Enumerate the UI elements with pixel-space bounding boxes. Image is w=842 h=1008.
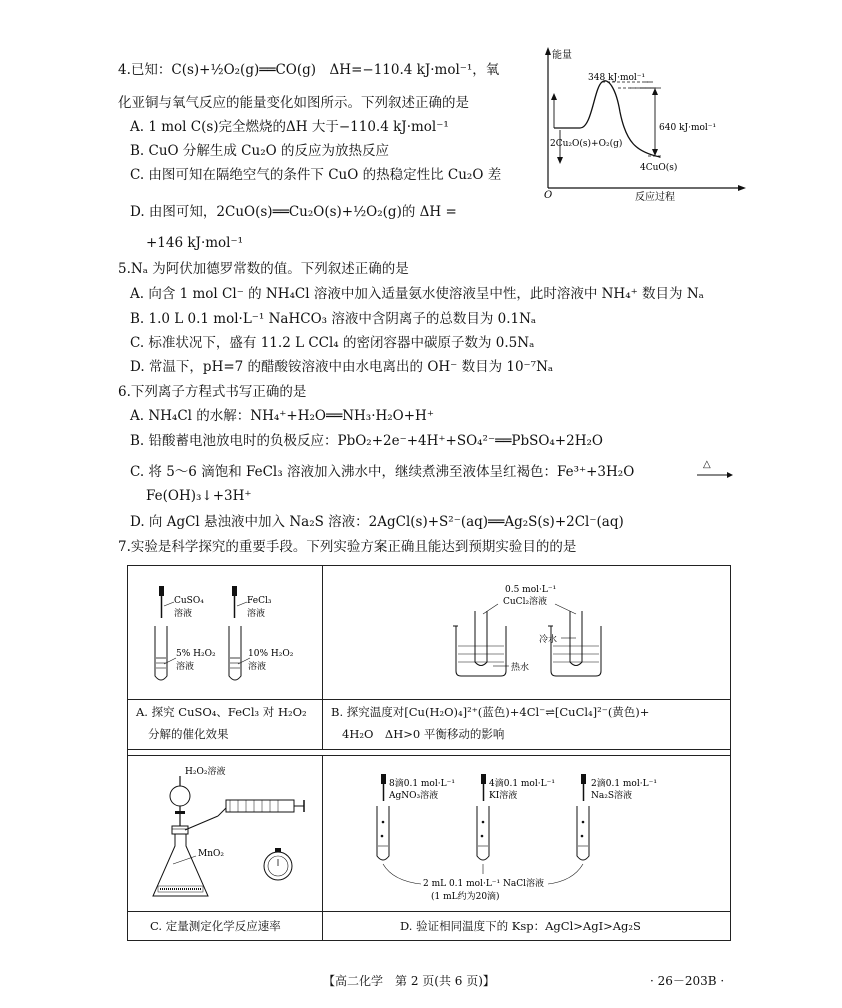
agno3-solution-label: AgNO₃溶液 bbox=[389, 791, 439, 801]
cuso4-solution-label: 溶液 bbox=[174, 609, 193, 619]
q4-stem-line1: 4.已知：C(s)+½O₂(g)══CO(g) ΔH=−110.4 kJ·mol⁻¹，氧 bbox=[118, 62, 500, 78]
cell-b-caption-line1: B. 探究温度对[Cu(H₂O)₄]²⁺(蓝色)+4Cl⁻⇌[CuCl₄]²⁻(黄色)+ bbox=[331, 705, 650, 719]
reactant-species-label: 2Cu₂O(s)+O₂(g) bbox=[550, 139, 623, 149]
cell-c-caption: C. 定量测定化学反应速率 bbox=[150, 919, 281, 933]
fecl3-solution-label: 溶液 bbox=[247, 609, 266, 619]
cell-a-figure bbox=[128, 566, 322, 699]
h2o2-10pct-solution-label: 溶液 bbox=[248, 662, 267, 672]
cell-b-caption-line2: 4H₂O ΔH>0 平衡移动的影响 bbox=[342, 727, 505, 741]
q4-option-d-line1: D. 由图可知，2CuO(s)══Cu₂O(s)+½O₂(g)的 ΔH = bbox=[130, 204, 457, 220]
q6-option-c-line1: C. 将 5～6 滴饱和 FeCl₃ 溶液加入沸水中，继续煮沸至液体呈红褐色：Fe³⁺+3H₂O bbox=[130, 464, 635, 480]
q6-option-d: D. 向 AgCl 悬浊液中加入 Na₂S 溶液：2AgCl(s)+S²⁻(aq)══Ag₂S(s)+2Cl⁻(aq) bbox=[130, 514, 624, 530]
na2s-drops-label: 2滴0.1 mol·L⁻¹ bbox=[591, 779, 657, 789]
q4-option-d-line2: +146 kJ·mol⁻¹ bbox=[146, 235, 244, 251]
cell-b-figure bbox=[323, 566, 730, 699]
reaction-axis-label: 反应过程 bbox=[635, 192, 675, 202]
ki-solution-label: KI溶液 bbox=[489, 791, 518, 801]
q4-option-a: A. 1 mol C(s)完全燃烧的ΔH 大于−110.4 kJ·mol⁻¹ bbox=[130, 119, 449, 135]
drop-volume-note: (1 mL约为20滴) bbox=[431, 892, 500, 902]
h2o2-10pct-label: 10% H₂O₂ bbox=[248, 649, 294, 659]
cuso4-label: CuSO₄ bbox=[174, 596, 204, 606]
na2s-solution-label: Na₂S溶液 bbox=[591, 791, 633, 801]
product-species-label: 4CuO(s) bbox=[640, 163, 678, 173]
q4-stem-line2: 化亚铜与氧气反应的能量变化如图所示。下列叙述正确的是 bbox=[118, 95, 469, 111]
nacl-solution-label: 2 mL 0.1 mol·L⁻¹ NaCl溶液 bbox=[423, 879, 545, 889]
delta-energy-label: 640 kJ·mol⁻¹ bbox=[659, 123, 717, 133]
q4-option-b: B. CuO 分解生成 Cu₂O 的反应为放热反应 bbox=[130, 143, 389, 159]
hot-water-label: 热水 bbox=[511, 663, 530, 673]
cell-a-caption-line1: A. 探究 CuSO₄、FeCl₃ 对 H₂O₂ bbox=[136, 705, 307, 719]
q5-stem: 5.Nₐ 为阿伏加德罗常数的值。下列叙述正确的是 bbox=[118, 261, 409, 277]
origin-label: O bbox=[544, 190, 553, 201]
equilibrium-arrow bbox=[696, 470, 734, 480]
agno3-drops-label: 8滴0.1 mol·L⁻¹ bbox=[389, 779, 455, 789]
h2o2-5pct-label: 5% H₂O₂ bbox=[176, 649, 216, 659]
cell-a-caption-line2: 分解的催化效果 bbox=[148, 727, 229, 741]
cell-c-figure bbox=[128, 756, 322, 911]
page-footer: 【高二化学 第 2 页(共 6 页)】 bbox=[323, 974, 495, 988]
q7-stem: 7.实验是科学探究的重要手段。下列实验方案正确且能达到预期实验目的的是 bbox=[118, 539, 577, 555]
mno2-label: MnO₂ bbox=[198, 849, 224, 859]
q5-option-a: A. 向含 1 mol Cl⁻ 的 NH₄Cl 溶液中加入适量氨水使溶液呈中性，此时溶液中 NH₄⁺ 数目为 Nₐ bbox=[130, 286, 704, 302]
cucl2-solution-label: CuCl₂溶液 bbox=[503, 597, 548, 607]
h2o2-funnel-label: H₂O₂溶液 bbox=[185, 767, 226, 777]
page-code: · 26－203B · bbox=[650, 974, 725, 988]
h2o2-5pct-solution-label: 溶液 bbox=[176, 662, 195, 672]
cell-d-figure bbox=[323, 756, 730, 911]
fecl3-label: FeCl₃ bbox=[247, 596, 272, 606]
q6-option-c-line2: Fe(OH)₃↓+3H⁺ bbox=[146, 488, 252, 504]
experiment-table bbox=[127, 565, 731, 941]
q6-stem: 6.下列离子方程式书写正确的是 bbox=[118, 384, 307, 400]
q6-option-a: A. NH₄Cl 的水解：NH₄⁺+H₂O══NH₃·H₂O+H⁺ bbox=[130, 408, 434, 424]
q5-option-d: D. 常温下，pH=7 的醋酸铵溶液中由水电离出的 OH⁻ 数目为 10⁻⁷Nₐ bbox=[130, 359, 554, 375]
energy-diagram bbox=[530, 42, 775, 202]
cold-water-label: 冷水 bbox=[539, 635, 558, 645]
cucl2-conc-label: 0.5 mol·L⁻¹ bbox=[505, 585, 557, 595]
q5-option-b: B. 1.0 L 0.1 mol·L⁻¹ NaHCO₃ 溶液中含阴离子的总数目为 0.1Nₐ bbox=[130, 311, 537, 327]
energy-axis-label: 能量 bbox=[552, 50, 572, 61]
heat-symbol: △ bbox=[703, 459, 711, 470]
q4-option-c: C. 由图可知在隔绝空气的条件下 CuO 的热稳定性比 Cu₂O 差 bbox=[130, 167, 502, 183]
cell-d-caption: D. 验证相同温度下的 Ksp：AgCl>AgI>Ag₂S bbox=[400, 919, 641, 933]
ki-drops-label: 4滴0.1 mol·L⁻¹ bbox=[489, 779, 555, 789]
q6-option-b: B. 铅酸蓄电池放电时的负极反应：PbO₂+2e⁻+4H⁺+SO₄²⁻══PbSO₄+2H₂O bbox=[130, 433, 603, 449]
peak-energy-label: 348 kJ·mol⁻¹ bbox=[588, 73, 646, 83]
q5-option-c: C. 标准状况下，盛有 11.2 L CCl₄ 的密闭容器中碳原子数为 0.5Nₐ bbox=[130, 335, 535, 351]
